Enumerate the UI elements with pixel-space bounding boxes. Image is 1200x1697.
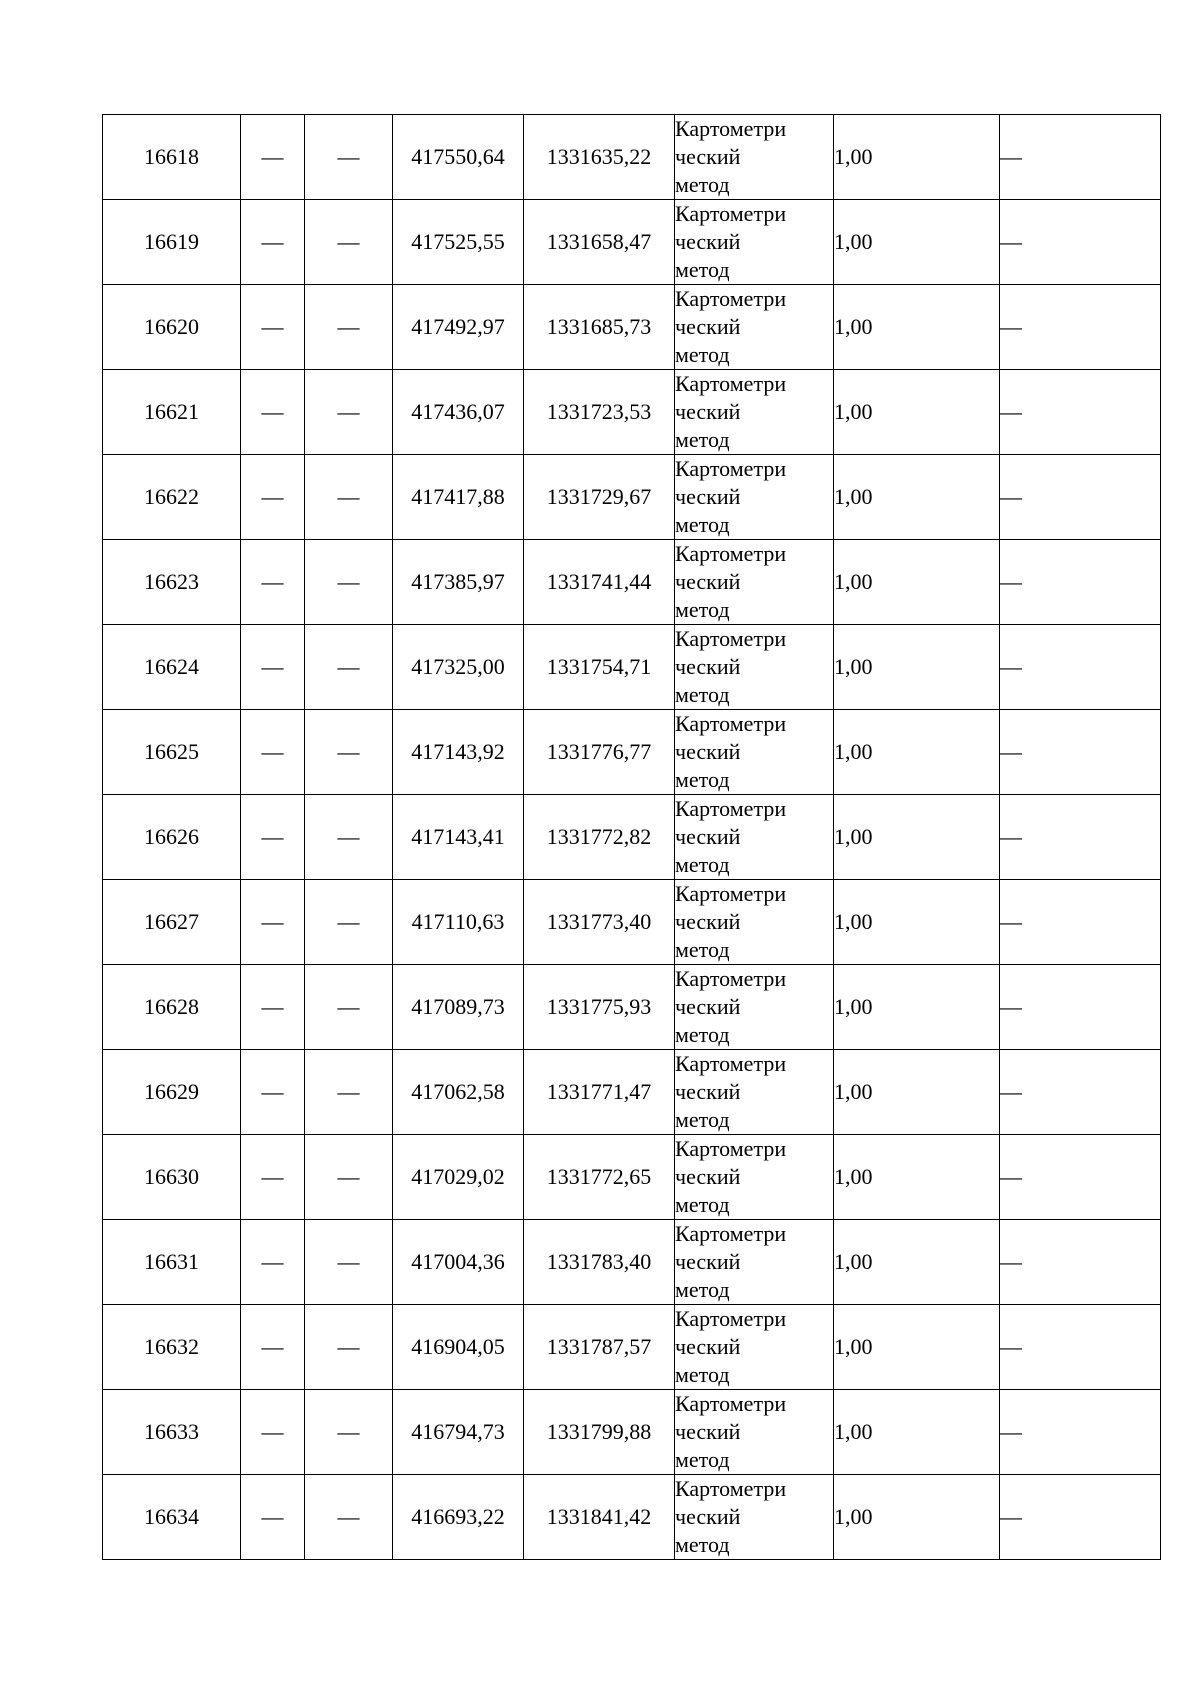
table-row (103, 540, 1161, 625)
accuracy-cell: 1,00 (834, 1390, 1000, 1475)
table-row (103, 795, 1161, 880)
description-cell: — (1000, 115, 1161, 200)
point-number-cell: 16624 (103, 625, 241, 710)
method-cell (675, 1135, 834, 1220)
table-row (103, 880, 1161, 965)
table-row (103, 370, 1161, 455)
method-line: ческий (675, 1504, 741, 1529)
coordinate-y-cell: 1331783,40 (524, 1220, 675, 1305)
method-line: метод (675, 597, 730, 622)
description-cell: — (1000, 1135, 1161, 1220)
point-number-cell: 16629 (103, 1050, 241, 1135)
method-line: метод (675, 172, 730, 197)
coordinate-y-cell: 1331772,82 (524, 795, 675, 880)
method-line: Картометри (675, 1136, 787, 1161)
empty-x-cell: — (241, 455, 305, 540)
accuracy-cell: 1,00 (834, 625, 1000, 710)
method-line: метод (675, 1022, 730, 1047)
method-line: ческий (675, 229, 741, 254)
empty-x-cell: — (241, 1475, 305, 1560)
coordinate-x-cell: 417417,88 (393, 455, 524, 540)
method-line: метод (675, 682, 730, 707)
method-line: метод (675, 1362, 730, 1387)
empty-x-cell: — (241, 1135, 305, 1220)
empty-x-cell: — (241, 880, 305, 965)
point-number-cell: 16633 (103, 1390, 241, 1475)
method-cell (675, 455, 834, 540)
description-cell: — (1000, 795, 1161, 880)
method-line: Картометри (675, 116, 787, 141)
coordinate-x-cell: 417143,41 (393, 795, 524, 880)
accuracy-cell: 1,00 (834, 115, 1000, 200)
coordinate-x-cell: 417004,36 (393, 1220, 524, 1305)
document-page (102, 114, 1161, 1560)
description-cell: — (1000, 625, 1161, 710)
point-number-cell: 16621 (103, 370, 241, 455)
accuracy-cell: 1,00 (834, 455, 1000, 540)
empty-x-cell: — (241, 1390, 305, 1475)
table-row (103, 710, 1161, 795)
method-line: ческий (675, 1164, 741, 1189)
coordinate-x-cell: 417385,97 (393, 540, 524, 625)
empty-x-cell: — (241, 1220, 305, 1305)
table-row (103, 1475, 1161, 1560)
method-line: метод (675, 937, 730, 962)
point-number-cell: 16623 (103, 540, 241, 625)
method-line: Картометри (675, 796, 787, 821)
accuracy-cell: 1,00 (834, 795, 1000, 880)
empty-y-cell: — (305, 1135, 393, 1220)
coordinate-y-cell: 1331787,57 (524, 1305, 675, 1390)
accuracy-cell: 1,00 (834, 285, 1000, 370)
accuracy-cell: 1,00 (834, 710, 1000, 795)
accuracy-cell: 1,00 (834, 1305, 1000, 1390)
method-line: метод (675, 1107, 730, 1132)
method-line: Картометри (675, 1221, 787, 1246)
empty-y-cell: — (305, 710, 393, 795)
empty-y-cell: — (305, 200, 393, 285)
method-line: метод (675, 1192, 730, 1217)
empty-x-cell: — (241, 115, 305, 200)
method-cell (675, 795, 834, 880)
coordinate-x-cell: 417143,92 (393, 710, 524, 795)
empty-x-cell: — (241, 710, 305, 795)
method-line: ческий (675, 909, 741, 934)
method-line: Картометри (675, 966, 787, 991)
coordinate-y-cell: 1331658,47 (524, 200, 675, 285)
point-number-cell: 16622 (103, 455, 241, 540)
description-cell: — (1000, 710, 1161, 795)
method-cell (675, 625, 834, 710)
method-cell (675, 965, 834, 1050)
coordinate-x-cell: 417062,58 (393, 1050, 524, 1135)
method-line: ческий (675, 1249, 741, 1274)
coordinate-y-cell: 1331841,42 (524, 1475, 675, 1560)
empty-x-cell: — (241, 965, 305, 1050)
description-cell: — (1000, 1390, 1161, 1475)
method-line: ческий (675, 739, 741, 764)
method-line: метод (675, 767, 730, 792)
method-cell (675, 1220, 834, 1305)
empty-x-cell: — (241, 200, 305, 285)
method-cell (675, 1475, 834, 1560)
point-number-cell: 16634 (103, 1475, 241, 1560)
table-row (103, 115, 1161, 200)
method-line: Картометри (675, 1306, 787, 1331)
coordinate-x-cell: 416904,05 (393, 1305, 524, 1390)
description-cell: — (1000, 965, 1161, 1050)
table-row (103, 625, 1161, 710)
method-line: метод (675, 512, 730, 537)
method-line: Картометри (675, 1391, 787, 1416)
empty-y-cell: — (305, 540, 393, 625)
coordinate-x-cell: 417110,63 (393, 880, 524, 965)
method-line: метод (675, 257, 730, 282)
empty-y-cell: — (305, 1305, 393, 1390)
table-row (103, 1220, 1161, 1305)
method-cell (675, 285, 834, 370)
description-cell: — (1000, 540, 1161, 625)
coordinate-x-cell: 417436,07 (393, 370, 524, 455)
method-line: Картометри (675, 456, 787, 481)
coordinate-x-cell: 417089,73 (393, 965, 524, 1050)
method-cell (675, 1390, 834, 1475)
accuracy-cell: 1,00 (834, 540, 1000, 625)
method-line: Картометри (675, 541, 787, 566)
coordinate-x-cell: 416794,73 (393, 1390, 524, 1475)
table-row (103, 1305, 1161, 1390)
coordinate-y-cell: 1331773,40 (524, 880, 675, 965)
point-number-cell: 16619 (103, 200, 241, 285)
empty-x-cell: — (241, 1305, 305, 1390)
method-line: Картометри (675, 1051, 787, 1076)
method-cell (675, 710, 834, 795)
coordinate-x-cell: 417325,00 (393, 625, 524, 710)
table-row (103, 200, 1161, 285)
accuracy-cell: 1,00 (834, 1475, 1000, 1560)
coordinate-y-cell: 1331775,93 (524, 965, 675, 1050)
empty-x-cell: — (241, 625, 305, 710)
description-cell: — (1000, 370, 1161, 455)
method-line: ческий (675, 654, 741, 679)
method-line: Картометри (675, 626, 787, 651)
coordinate-x-cell: 417492,97 (393, 285, 524, 370)
empty-x-cell: — (241, 540, 305, 625)
coordinate-y-cell: 1331754,71 (524, 625, 675, 710)
method-line: ческий (675, 994, 741, 1019)
empty-y-cell: — (305, 965, 393, 1050)
method-line: метод (675, 1532, 730, 1557)
accuracy-cell: 1,00 (834, 880, 1000, 965)
table-row (103, 1390, 1161, 1475)
coordinate-y-cell: 1331741,44 (524, 540, 675, 625)
table-row (103, 1135, 1161, 1220)
method-line: ческий (675, 1079, 741, 1104)
method-cell (675, 200, 834, 285)
empty-y-cell: — (305, 1390, 393, 1475)
empty-y-cell: — (305, 880, 393, 965)
method-line: ческий (675, 1419, 741, 1444)
coordinate-x-cell: 416693,22 (393, 1475, 524, 1560)
method-cell (675, 880, 834, 965)
accuracy-cell: 1,00 (834, 1050, 1000, 1135)
coordinate-y-cell: 1331771,47 (524, 1050, 675, 1135)
method-line: Картометри (675, 371, 787, 396)
coordinate-y-cell: 1331799,88 (524, 1390, 675, 1475)
method-line: метод (675, 852, 730, 877)
empty-y-cell: — (305, 795, 393, 880)
point-number-cell: 16627 (103, 880, 241, 965)
accuracy-cell: 1,00 (834, 1135, 1000, 1220)
point-number-cell: 16630 (103, 1135, 241, 1220)
point-number-cell: 16632 (103, 1305, 241, 1390)
coordinate-y-cell: 1331723,53 (524, 370, 675, 455)
method-line: метод (675, 342, 730, 367)
method-cell (675, 540, 834, 625)
empty-x-cell: — (241, 795, 305, 880)
method-line: ческий (675, 824, 741, 849)
description-cell: — (1000, 200, 1161, 285)
empty-y-cell: — (305, 1050, 393, 1135)
empty-y-cell: — (305, 285, 393, 370)
coordinate-y-cell: 1331772,65 (524, 1135, 675, 1220)
description-cell: — (1000, 1305, 1161, 1390)
method-line: Картометри (675, 201, 787, 226)
method-line: ческий (675, 144, 741, 169)
accuracy-cell: 1,00 (834, 965, 1000, 1050)
empty-y-cell: — (305, 370, 393, 455)
method-line: ческий (675, 569, 741, 594)
point-number-cell: 16631 (103, 1220, 241, 1305)
coordinate-y-cell: 1331635,22 (524, 115, 675, 200)
method-cell (675, 1050, 834, 1135)
table-row (103, 1050, 1161, 1135)
table-row (103, 455, 1161, 540)
coordinate-y-cell: 1331729,67 (524, 455, 675, 540)
method-line: Картометри (675, 1476, 787, 1501)
description-cell: — (1000, 1475, 1161, 1560)
method-line: Картометри (675, 286, 787, 311)
description-cell: — (1000, 455, 1161, 540)
description-cell: — (1000, 880, 1161, 965)
description-cell: — (1000, 1220, 1161, 1305)
method-line: метод (675, 1447, 730, 1472)
method-line: ческий (675, 314, 741, 339)
method-cell (675, 1305, 834, 1390)
empty-y-cell: — (305, 455, 393, 540)
method-line: ческий (675, 484, 741, 509)
method-line: метод (675, 1277, 730, 1302)
description-cell: — (1000, 285, 1161, 370)
coordinate-y-cell: 1331685,73 (524, 285, 675, 370)
table-row (103, 965, 1161, 1050)
empty-x-cell: — (241, 1050, 305, 1135)
empty-x-cell: — (241, 285, 305, 370)
accuracy-cell: 1,00 (834, 200, 1000, 285)
point-number-cell: 16620 (103, 285, 241, 370)
table-row (103, 285, 1161, 370)
description-cell: — (1000, 1050, 1161, 1135)
coordinate-x-cell: 417029,02 (393, 1135, 524, 1220)
point-number-cell: 16628 (103, 965, 241, 1050)
coordinate-x-cell: 417550,64 (393, 115, 524, 200)
accuracy-cell: 1,00 (834, 370, 1000, 455)
coordinate-x-cell: 417525,55 (393, 200, 524, 285)
method-line: ческий (675, 1334, 741, 1359)
accuracy-cell: 1,00 (834, 1220, 1000, 1305)
empty-y-cell: — (305, 115, 393, 200)
method-line: метод (675, 427, 730, 452)
coordinate-y-cell: 1331776,77 (524, 710, 675, 795)
empty-y-cell: — (305, 625, 393, 710)
empty-x-cell: — (241, 370, 305, 455)
point-number-cell: 16625 (103, 710, 241, 795)
point-number-cell: 16618 (103, 115, 241, 200)
empty-y-cell: — (305, 1475, 393, 1560)
empty-y-cell: — (305, 1220, 393, 1305)
point-number-cell: 16626 (103, 795, 241, 880)
table-body (103, 115, 1161, 1560)
method-line: ческий (675, 399, 741, 424)
method-line: Картометри (675, 711, 787, 736)
method-cell (675, 115, 834, 200)
method-line: Картометри (675, 881, 787, 906)
coordinates-table (102, 114, 1161, 1560)
method-cell (675, 370, 834, 455)
